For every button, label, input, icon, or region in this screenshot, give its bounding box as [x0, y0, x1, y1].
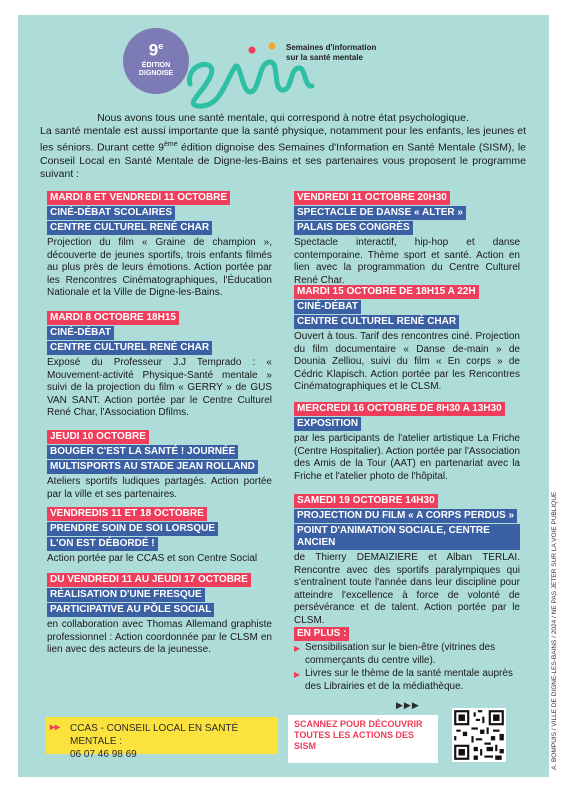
event-text: Action portée par le CCAS et son Centre Social	[47, 553, 258, 564]
event-right-2	[294, 285, 520, 394]
qr-code[interactable]	[452, 708, 506, 762]
intro-paragraph-2: La santé mentale est aussi importante que la santé physique, notamment pour les enfants, les jeunes et les séniors. Durant cette 9ème édition dignoise des Semaines d'Information en Santé Mentale (SISM), le Conseil Local en Santé Mentale de Digne-les-Bains et ses partenaires vous proposent le programme suivant :	[40, 125, 526, 180]
contact-box	[46, 717, 278, 760]
event-right-3	[294, 402, 520, 483]
event-title: CENTRE CULTUREL RENÉ CHAR	[294, 315, 459, 329]
scan-text: SCANNEZ POUR DÉCOUVRIR TOUTES LES ACTIONS DES SISM	[288, 715, 438, 763]
event-title: PRENDRE SOIN DE SOI LORSQUE	[47, 522, 218, 536]
list-item: ▶ Livres sur le thème de la santé mentale auprès des Librairies et de la médiathèque.	[294, 668, 513, 692]
event-right-4	[294, 494, 520, 627]
event-title: EXPOSITION	[294, 417, 361, 431]
event-text: Spectacle interactif, hip-hop et danse contemporaine. Thème sport et santé. Action en lien avec la programmation du Centre Culturel René Char.	[294, 237, 520, 286]
event-left-5	[47, 573, 272, 657]
event-text: Projection du film « Graine de champion », découverte de jeunes sportifs, trois enfants filmés au plus près de leurs émotions. Action portée par les Rencontres Cinématographiques, l'Éducation Nationale et la Ville de Digne-les-Bains.	[47, 237, 272, 298]
event-date: MARDI 8 OCTOBRE 18H15	[47, 311, 179, 325]
edition-line1: ÉDITION	[141, 61, 171, 69]
edition-sup: e	[158, 41, 164, 51]
en-plus-list	[294, 642, 520, 693]
logo-tagline-line1: Semaines d'information	[286, 43, 377, 52]
intro-text	[40, 112, 526, 181]
credit-text: A. BOMPUIS / VILLE DE DIGNE-LES-BAINS / 2024 / NE PAS JETER SUR LA VOIE PUBLIQUE	[551, 491, 558, 770]
logo-tagline-line2: sur la santé mentale	[286, 53, 363, 62]
event-title: SPECTACLE DE DANSE « ALTER »	[294, 206, 466, 220]
logo-tagline	[286, 43, 406, 63]
event-date: DU VENDREDI 11 AU JEUDI 17 OCTOBRE	[47, 573, 251, 587]
list-item: ▶ Sensibilisation sur le bien-être (vitrines des commerçants du centre ville).	[294, 642, 496, 666]
event-title: CINÉ-DÉBAT SCOLAIRES	[47, 206, 175, 220]
event-date: SAMEDI 19 OCTOBRE 14H30	[294, 494, 438, 508]
event-title: PARTICIPATIVE AU PÔLE SOCIAL	[47, 603, 214, 617]
event-date: VENDREDIS 11 ET 18 OCTOBRE	[47, 507, 207, 521]
event-left-4	[47, 507, 272, 566]
en-plus-title: EN PLUS :	[294, 627, 349, 641]
contact-label: CCAS - CONSEIL LOCAL EN SANTÉ MENTALE :	[70, 723, 239, 747]
event-date: JEUDI 10 OCTOBRE	[47, 430, 149, 444]
edition-line2: DIGNOISE	[138, 69, 174, 77]
event-left-3	[47, 430, 272, 501]
event-title: CINÉ-DÉBAT	[47, 326, 114, 340]
event-title: RÉALISATION D'UNE FRESQUE	[47, 588, 205, 602]
event-date: MERCREDI 16 OCTOBRE DE 8H30 A 13H30	[294, 402, 505, 416]
event-right-1	[294, 191, 520, 287]
event-title: MULTISPORTS AU STADE JEAN ROLLAND	[47, 460, 258, 474]
event-text: en collaboration avec Thomas Allemand graphiste professionnel : Action coordonnée par le CLSM en lien avec des acteurs de la jeunesse.	[47, 619, 272, 655]
event-date: MARDI 8 ET VENDREDI 11 OCTOBRE	[47, 191, 230, 205]
sism-logo	[180, 22, 320, 112]
event-date: MARDI 15 OCTOBRE DE 18H15 A 22H	[294, 285, 479, 299]
event-date: VENDREDI 11 OCTOBRE 20H30	[294, 191, 450, 205]
event-title: POINT D'ANIMATION SOCIALE, CENTRE ANCIEN	[294, 524, 520, 550]
en-plus-section	[294, 627, 520, 694]
event-title: PROJECTION DU FILM « A CORPS PERDUS »	[294, 509, 517, 523]
arrow-icon: ▶	[294, 644, 301, 653]
arrows-icon: ▶▶▶	[396, 700, 420, 710]
event-text: de Thierry DEMAIZIERE et Alban TERLAI. Rencontre avec des sportifs paralympiques qui s'entraînent toute l'année dans leur discipline pour atteindre l'excellence à force de volonté de persévérance et de talent. Action portée par le CLSM.	[294, 552, 520, 626]
event-text: Ateliers sportifs ludiques partagés. Action portée par la ville et ses partenaires.	[47, 476, 272, 500]
event-title: CINÉ-DÉBAT	[294, 300, 361, 314]
arrow-icon: ▶	[294, 670, 301, 679]
event-text: par les participants de l'atelier artistique La Friche (Centre Hospitalier). Action portée par l'Association des Amis de la Tour (AAT) en partenariat avec la Friche et l'atelier photo de l'hôpital.	[294, 433, 520, 482]
event-title: PALAIS DES CONGRÈS	[294, 221, 413, 235]
event-left-1	[47, 191, 272, 300]
event-title: CENTRE CULTUREL RENÉ CHAR	[47, 221, 212, 235]
edition-number: 9	[148, 40, 159, 60]
event-title: BOUGER C'EST LA SANTÉ ! JOURNÉE	[47, 445, 238, 459]
event-title: CENTRE CULTUREL RENÉ CHAR	[47, 341, 212, 355]
event-title: L'ON EST DÉBORDÉ !	[47, 537, 158, 551]
pointer-icon: ▸▸	[50, 722, 61, 733]
event-text: Exposé du Professeur J.J Temprado : « Mouvement-activité Physique-Santé mentale » suivi de la projection du film « GERRY » de GUS VAN SANT. Action portée par le Centre Culturel René Char, l'Association Dfilms.	[47, 357, 272, 418]
contact-phone[interactable]: 06 07 46 98 69	[70, 749, 137, 760]
event-text: Ouvert à tous. Tarif des rencontres ciné. Projection du film documentaire « Danse de-main » de Dounia Zelliou, suivi du film « En corps » de Cédric Klapisch. Action portée par les Rencontres Cinématographiques et le CLSM.	[294, 331, 520, 392]
intro-paragraph-1: Nous avons tous une santé mentale, qui correspond à notre état psychologique.	[97, 112, 469, 124]
event-left-2	[47, 311, 272, 420]
